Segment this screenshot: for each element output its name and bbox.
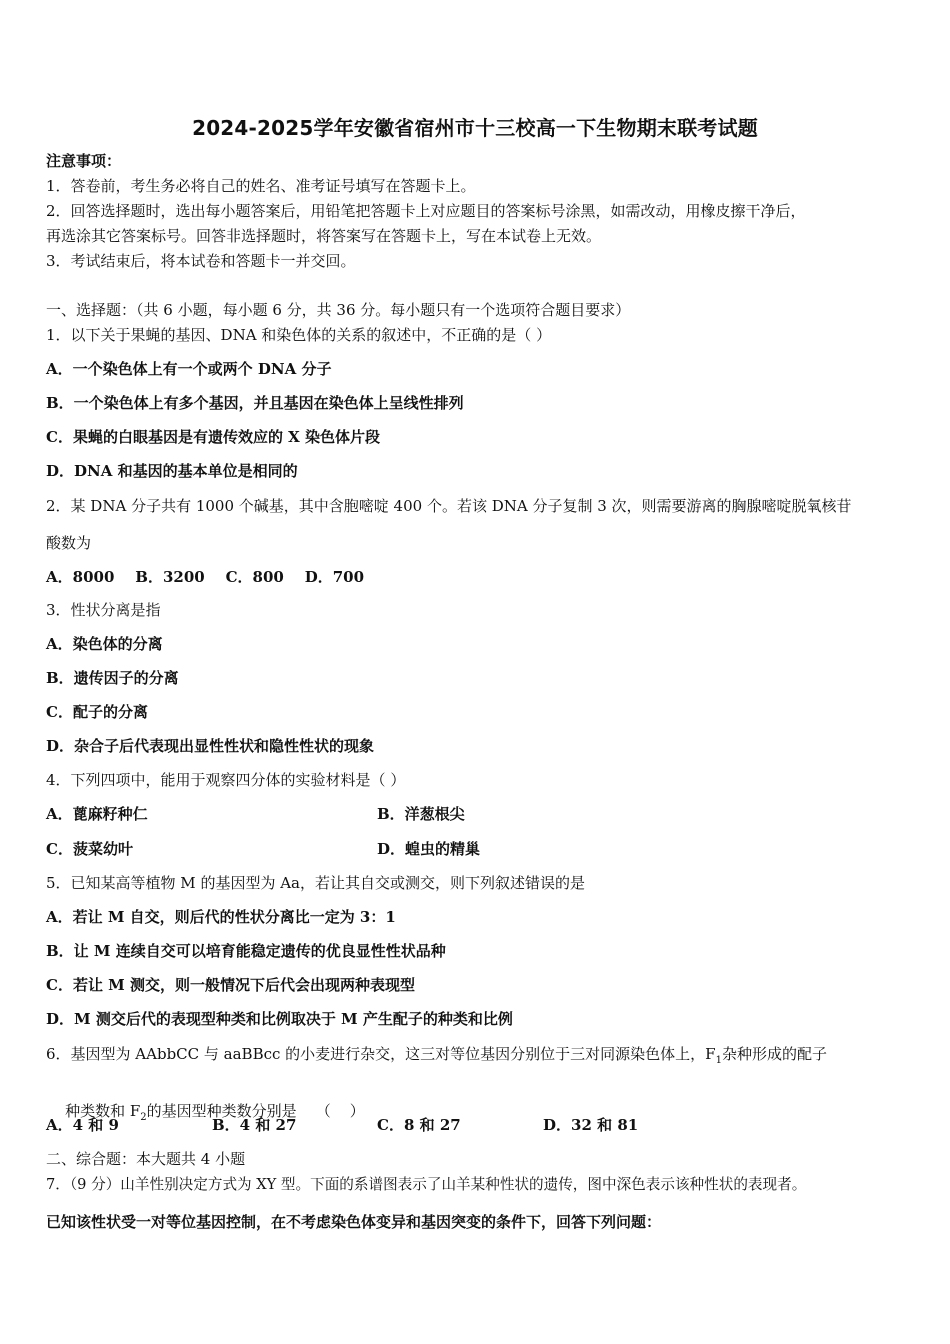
answer-options-inline: A．8000 B．3200 C．800 D．700	[46, 568, 365, 586]
answer-option: B．一个染色体上有多个基因，并且基因在染色体上呈线性排列	[46, 394, 464, 412]
question-stem: 5．已知某高等植物 M 的基因型为 Aa，若让其自交或测交，则下列叙述错误的是	[46, 874, 585, 892]
notice-item: 3．考试结束后，将本试卷和答题卡一并交回。	[46, 252, 356, 270]
answer-option: B．4 和 27	[212, 1116, 297, 1134]
answer-option: C．8 和 27	[377, 1116, 461, 1134]
subscript: 1	[715, 1055, 722, 1066]
subscript: 2	[140, 1112, 147, 1123]
stem-text: 的基因型种类数分别是 （ ）	[146, 1102, 365, 1120]
section-heading-choice: 一、选择题：（共 6 小题，每小题 6 分，共 36 分。每小题只有一个选项符合题目要求）	[46, 301, 631, 319]
question-stem	[46, 1044, 827, 1071]
answer-option: C．配子的分离	[46, 703, 148, 721]
answer-option: D．32 和 81	[543, 1116, 639, 1134]
question-stem: 3．性状分离是指	[46, 601, 161, 619]
answer-option: C．若让 M 测交，则一般情况下后代会出现两种表现型	[46, 976, 415, 994]
stem-text: 杂种形成的配子	[721, 1045, 827, 1063]
answer-option: A．一个染色体上有一个或两个 DNA 分子	[46, 360, 332, 378]
answer-option: D．M 测交后代的表现型种类和比例取决于 M 产生配子的种类和比例	[46, 1010, 513, 1028]
question-stem: 1．以下关于果蝇的基因、DNA 和染色体的关系的叙述中，不正确的是（ ）	[46, 326, 552, 344]
notice-heading: 注意事项：	[46, 152, 122, 170]
notice-item: 1．答卷前，考生务必将自己的姓名、准考证号填写在答题卡上。	[46, 177, 476, 195]
page-title: 2024-2025学年安徽省宿州市十三校高一下生物期末联考试题	[192, 116, 758, 140]
answer-option: B．让 M 连续自交可以培育能稳定遗传的优良显性性状品种	[46, 942, 446, 960]
answer-option: C．果蝇的白眼基因是有遗传效应的 X 染色体片段	[46, 428, 381, 446]
notice-item: 再选涂其它答案标号。回答非选择题时，将答案写在答题卡上，写在本试卷上无效。	[46, 227, 602, 245]
notice-item: 2．回答选择题时，选出每小题答案后，用铅笔把答题卡上对应题目的答案标号涂黑，如需改动，用橡皮擦干净后，	[46, 202, 806, 220]
question-stem-continued: 已知该性状受一对等位基因控制，在不考虑染色体变异和基因突变的条件下，回答下列问题：	[46, 1213, 662, 1231]
answer-option: D．DNA 和基因的基本单位是相同的	[46, 462, 298, 480]
answer-option: A．染色体的分离	[46, 635, 163, 653]
stem-text: 种类数和 F	[65, 1102, 141, 1120]
answer-option: A．蓖麻籽种仁	[46, 805, 148, 823]
answer-option: A．4 和 9	[46, 1116, 119, 1134]
question-stem: 4．下列四项中，能用于观察四分体的实验材料是（ ）	[46, 771, 406, 789]
answer-option: C．菠菜幼叶	[46, 840, 133, 858]
section-heading-comprehensive: 二、综合题：本大题共 4 小题	[46, 1150, 246, 1168]
answer-option: B．遗传因子的分离	[46, 669, 179, 687]
question-stem: 7．（9 分）山羊性别决定方式为 XY 型。下面的系谱图表示了山羊某种性状的遗传，图中深色表示该种性状的表现者。	[46, 1176, 807, 1193]
question-stem-continued: 酸数为	[46, 534, 92, 552]
answer-option: B．洋葱根尖	[377, 805, 465, 823]
answer-option: D．杂合子后代表现出显性性状和隐性性状的现象	[46, 737, 375, 755]
answer-option: D．蝗虫的精巢	[377, 840, 481, 858]
question-stem: 2．某 DNA 分子共有 1000 个碱基，其中含胞嘧啶 400 个。若该 DNA 分子复制 3 次，则需要游离的胸腺嘧啶脱氧核苷	[46, 497, 852, 515]
stem-text: 6．基因型为 AAbbCC 与 aaBBcc 的小麦进行杂交，这三对等位基因分别位于三对同源染色体上，F	[46, 1045, 716, 1063]
answer-option: A．若让 M 自交，则后代的性状分离比一定为 3：1	[46, 908, 396, 926]
